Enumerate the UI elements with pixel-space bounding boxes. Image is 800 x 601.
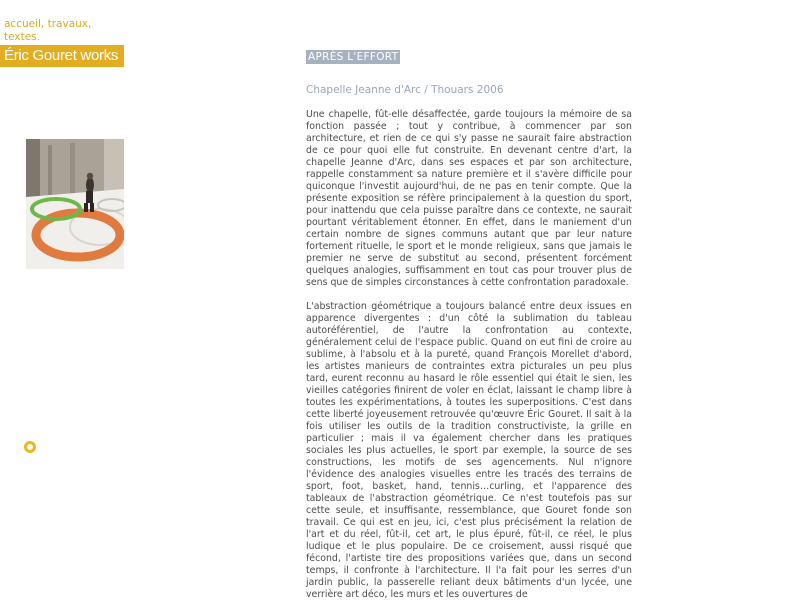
article-paragraph-1: Une chapelle, fût-elle désaffectée, garde toujours la mémoire de sa fonction passée ; tout y contribue, à commencer par son architecture, et rien de ce qui s'y passe ne saurait faire abstraction de ce pour quoi elle fut construite. En devenant centre d'art, la chapelle Jeanne d'Arc, dans ses espaces et par son architecture, rappelle constamment sa nature première et il s'avère difficile pour quiconque l'investit aujourd'hui, de ne pas en tenir compte. Que la présente exposition se réfère principalement à la question du sport, pour inattendu que cela puisse paraître dans ce contexte, ne saurait pourtant véritablement étonner. En effet, dans le maniement d'un certain nombre de signes communs autant que par leur nature fortement rituelle, le sport et le monde religieux, sans que jamais le premier ne serve de substitut au second, présentent forcément quelques analogies, suffisamment en tout cas pour trouver plus de sens que de simples circonstances à cette confrontation paradoxale.	[306, 109, 632, 288]
section-title: APRÈS L'EFFORT	[308, 51, 399, 63]
nav-link-accueil[interactable]: accueil,	[4, 18, 45, 30]
artwork-photo-icon	[26, 139, 124, 269]
site-logo[interactable]: Éric Gouret works	[0, 45, 124, 67]
nav-link-travaux[interactable]: travaux,	[47, 18, 92, 30]
article-subtitle: Chapelle Jeanne d'Arc / Thouars 2006	[306, 84, 504, 96]
article	[306, 45, 632, 601]
main-nav	[4, 18, 91, 44]
artwork-thumbnail[interactable]	[26, 139, 124, 269]
ring-dot-icon[interactable]	[24, 441, 36, 453]
nav-link-textes[interactable]: textes.	[4, 31, 40, 43]
article-paragraph-2: L'abstraction géométrique a toujours balancé entre deux issues en apparence divergentes : d'un côté la sublimation du tableau autoréférentiel, de l'autre la confrontation au contexte, généralement celui de l'espace public. Quand on eut fini de croire au sublime, à l'absolu et à la pureté, quand François Morellet d'abord, les artistes manieurs de contraintes extra picturales un peu plus tard, eurent reconnu au hasard le rôle essentiel qui était le sien, les vieilles catégories finirent de voler en éclat, laissant le champ libre à toutes les expérimentations, à toutes les superpositions. C'est dans cette liberté joyeusement retrouvée qu'œuvre Éric Gouret. Il sait à la fois utiliser les outils de la tradition constructiviste, la grille en particulier ; mais il va également chercher dans les pratiques sociales les plus actuelles, le sport par exemple, la source de ses constructions, les motifs de ses agencements. Nul n'ignore l'évidence des analogies visuelles entre les tracés des terrains de sport, foot, basket, hand, tennis…curling, et l'apparence des tableaux de l'abstraction géométrique. Ce n'est toutefois pas sur cette seule, et insuffisante, ressemblance, que Gouret fonde son travail. Ce qui est en jeu, ici, c'est plus précisément la relation de l'art et du réel, fût-il, cet art, le plus épuré, fût-il, ce réel, le plus ludique et le plus populaire. De ce croisement, aussi risqué que fécond, l'artiste tire des propositions variées que, dans un second temps, il confronte à l'architecture. Il l'a fait pour les serres d'un jardin public, la passerelle reliant deux bâtiments d'un lycée, une verrière art déco, les murs et les ouvertures de	[306, 301, 632, 600]
